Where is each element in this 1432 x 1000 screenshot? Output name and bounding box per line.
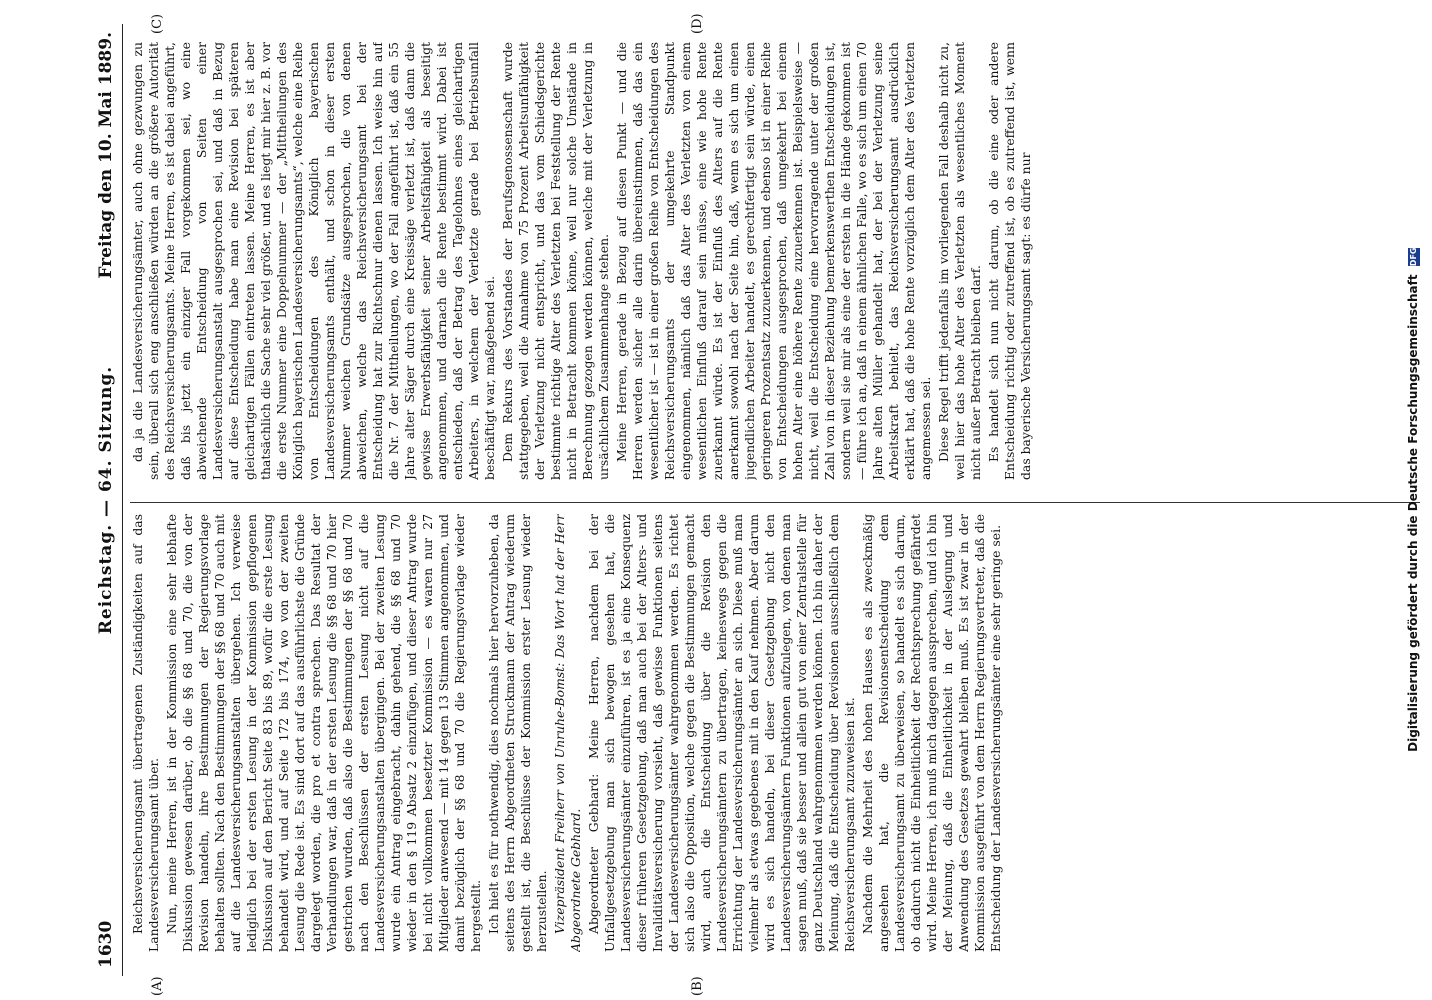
session-date: Freitag den 10. Mai 1889. <box>96 32 116 279</box>
speaker-paragraph: Vizepräsident Freiherr von Unruhe-Bomst: Das Wort hat der Herr Abgeordnete Gebhard. <box>552 514 583 952</box>
margin-mark-d: (D) <box>690 13 705 34</box>
margin-mark-a: (A) <box>150 976 165 996</box>
page-header <box>92 24 123 976</box>
paragraph: Reichsversicherungsamt übertragenen Zuständigkeiten auf das Landesversicherungsamt über. <box>130 514 161 952</box>
credit-text: Digitalisierung gefördert durch die Deutsche Forschungsgemeinschaft <box>1406 274 1420 752</box>
left-text-column <box>130 514 1430 952</box>
paragraph: Diese Regel trifft jedenfalls im vorliegenden Fall deshalb nicht zu, weil hier das hohe Alter des Verletzten als wesentliches Moment nicht außer Betracht bleiben darf. <box>936 42 983 480</box>
right-text-column <box>130 42 1430 480</box>
paragraph: Dem Rekurs des Vorstandes der Berufsgenossenschaft wurde stattgegeben, weil die Annahme von 75 Prozent Arbeitsunfähigkeit der Verletzung nicht entspricht, und das vom Schiedsgerichte bestimmte richtige Alter des Verletzten bei Feststellung der Rente nicht in Betracht kommen könne, weil nur solche Umstände in Berechnung gezogen werden können, welche mit der Verletzung in ursächlichem Zusammenhange stehen. <box>500 42 611 480</box>
paragraph: Meine Herren, gerade in Bezug auf diesen Punkt — und die Herren werden sicher alle darin übereinstimmen, daß das ein wesentlicher ist — ist in einer großen Reihe von Entscheidungen des Reichsversicherungsamts der umgekehrte Standpunkt eingenommen, nämlich daß das Alter des Verletzten von einem wesentlichen Einfluß darauf sein müsse, eine wie hohe Rente zuerkannt würde. Es ist der Einfluß des Alters auf die Rente anerkannt sowohl nach der Seite hin, daß, wenn es sich um einen jugendlichen Arbeiter handelt, es gerechtfertigt sein würde, einen geringeren Prozentsatz zuzuerkennen, und ebenso ist in einer Reihe von Entscheidungen ausgesprochen, daß umgekehrt bei einem hohen Alter eine höhere Rente zuzuerkennen ist. Beispielsweise — nicht, weil die Entscheidung eine hervorragende unter der großen Zahl von in dieser Beziehung bemerkenswerthen Entscheidungen ist, sondern weil sie mir als eine der ersten in die Hände gekommen ist — führe ich an, daß in einem ähnlichen Falle, wo es sich um einen 70 Jahre alten Müller gehandelt hat, der bei der Verletzung seine Arbeitskraft behielt, das Reichsversicherungsamt ausdrücklich erklärt hat, daß die hohe Rente vorzüglich dem Alter des Verletzten angemessen sei. <box>614 42 933 480</box>
digitization-credit <box>1406 0 1426 1000</box>
page-number: 1630 <box>96 920 116 968</box>
paragraph: Es handelt sich nun nicht darum, ob die eine oder andere Entscheidung richtig oder zutreffend ist, ob es zutreffend ist, wenn das bayerische Versicherungsamt sagt: es dürfe nur <box>986 42 1033 480</box>
paragraph: Nachdem die Mehrheit des hohen Hauses es als zweckmäßig angesehen hat, die Revisionsentscheidung dem Landesversicherungsamt zu überweisen, so handelt es sich darum, ob dadurch nicht die Einheitlichkeit der Rechtsprechung gefährdet wird. Meine Herren, ich muß mich dagegen aussprechen, und ich bin der Meinung, daß die Einheitlichkeit in der Auslegung und Anwendung des Gesetzes gewahrt bleiben muß. Es ist zwar in der Kommission ausgeführt von dem Herrn Regierungsvertreter, daß die Entscheidung der Landesversicherungsämter eine sehr geringe sei. <box>860 514 1003 952</box>
paragraph: Ich hielt es für nothwendig, dies nochmals hier hervorzuheben, da seitens des Herrn Abgeordneten Struckmann der Antrag wiederum gestellt ist, die Beschlüsse der Kommission erster Lesung wieder herzustellen. <box>486 514 549 952</box>
column-divider <box>130 502 1420 503</box>
dfg-logo-icon: DFG <box>1408 247 1418 267</box>
margin-mark-c: (C) <box>150 13 165 34</box>
session-title: Reichstag. — 64. Sitzung. <box>96 365 116 635</box>
paragraph: Nun, meine Herren, ist in der Kommission eine sehr lebhafte Diskussion gewesen darüber, ob die §§ 68 und 70, die von der Revision handeln, ihre Bestimmungen der Regierungsvorlage behalten sollten. Nach den Bestimmungen der §§ 68 und 70 auch mit auf die Landesversicherungsanstalten übergehen. Ich verweise lediglich bei der ersten Lesung in der Kommission gepflogenen Diskussion auf den Bericht Seite 83 bis 89, wofür die erste Lesung behandelt wird, und auf Seite 172 bis 174, wo von der zweiten Lesung die Rede ist. Es sind dort auf das ausführlichste die Gründe dargelegt worden, die pro et contra sprechen. Das Resultat der Verhandlungen war, daß in der ersten Lesung die §§ 68 und 70 hier gestrichen wurden, daß also die Bestimmungen der §§ 68 und 70 nach den Beschlüssen der ersten Lesung nicht auf die Landesversicherungsanstalten übergingen. Bei der zweiten Lesung wurde ein Antrag eingebracht, dahin gehend, die §§ 68 und 70 wieder in den § 119 Absatz 2 einzufügen, und dieser Antrag wurde bei nicht vollkommen besetzter Kommission — es waren nur 27 Mitglieder anwesend — mit 14 gegen 13 Stimmen angenommen, und damit bezüglich der §§ 68 und 70 die Regierungsvorlage wieder hergestellt. <box>164 514 483 952</box>
speaker-paragraph: Abgeordneter Gebhard: Meine Herren, nachdem bei der Unfallgesetzgebung man sich bewogen gesehen hat, die Landesversicherungsämter einzuführen, ist es ja eine Konsequenz dieser früheren Gesetzgebung, daß man auch bei der Alters- und Invaliditätsversicherung vorsieht, daß gewisse Funktionen seitens der Landesversicherungsämter wahrgenommen werden. Es richtet sich also die Opposition, welche gegen die Bestimmungen gemacht wird, auch die Entscheidung über die Revision den Landesversicherungsämtern zu übertragen, keineswegs gegen die Errichtung der Landesversicherungsämter an sich. Diese muß man vielmehr als etwas gegebenes mit in den Kauf nehmen. Aber darum wird es sich handeln, bei dieser Gesetzgebung nicht den Landesversicherungsämtern Funktionen aufzulegen, von denen man sagen muß, daß sie besser und allein gut von einer Zentralstelle für ganz Deutschland wahrgenommen werden können. Ich bin daher der Meinung, daß die Entscheidung über Revisionen ausschließlich dem Reichsversicherungsamt zuzuweisen ist. <box>586 514 857 952</box>
paragraph: da ja die Landesversicherungsämter, auch ohne gezwungen zu sein, überall sich eng anschließen würden an die größere Autorität des Reichsversicherungsamts. Meine Herren, es ist dabei angeführt, daß bis jetzt ein einziger Fall vorgekommen sei, wo eine abweichende Entscheidung von Seiten einer Landesversicherungsanstalt ausgesprochen sei, und daß in Bezug auf diese Entscheidung habe man eine Revision bei späteren gleichartigen Fällen eintreten lassen. Meine Herren, es ist aber thatsächlich die Sache sehr viel größer, und es liegt mir hier z. B. vor die erste Nummer eine Doppelnummer — der „Mittheilungen des Königlich bayerischen Landesversicherungsamts“, welche eine Reihe von Entscheidungen des Königlich bayerischen Landesversicherungsamts enthält, und schon in dieser ersten Nummer weichen Grundsätze ausgesprochen, die von denen abweichen, welche das Reichsversicherungsamt bei der Entscheidung hat zur Richtschnur dienen lassen. Ich weise hin auf die Nr. 7 der Mittheilungen, wo der Fall angeführt ist, daß ein 55 Jahre alter Säger durch eine Kreissäge verletzt ist, daß dann die gewisse Erwerbsfähigkeit seiner Arbeitsfähigkeit als beseitigt angenommen, und darnach die Rente bestimmt wird. Dabei ist entschieden, daß der Betrag des Tagelohnes eines gleichartigen Arbeiters, in welchem der Verletzte gerade bei Betriebsunfall beschäftigt war, maßgebend sei. <box>130 42 497 480</box>
margin-mark-b: (B) <box>690 976 705 996</box>
